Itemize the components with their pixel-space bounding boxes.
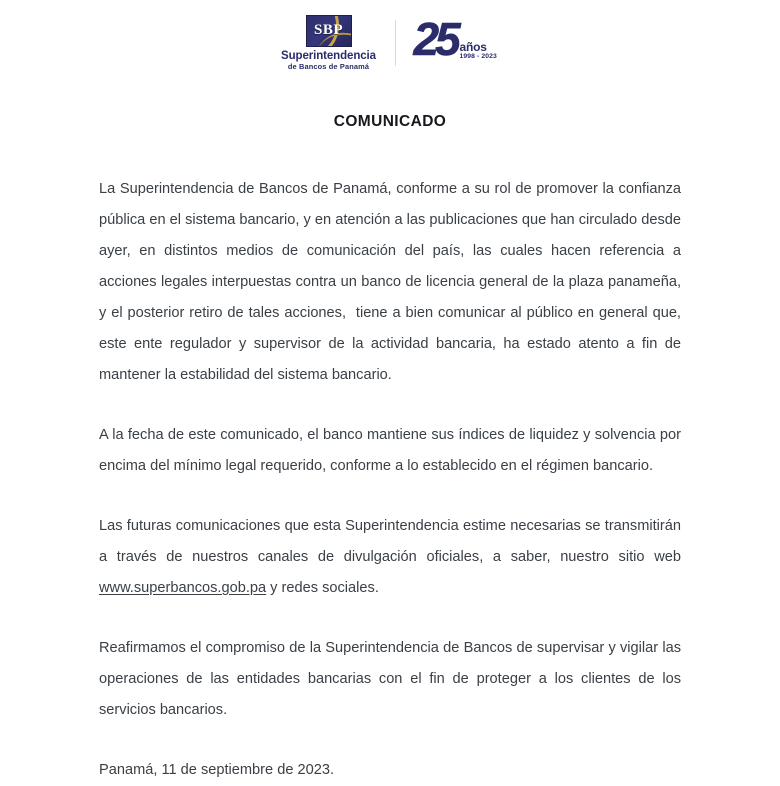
letterhead [0,0,780,74]
website-link[interactable]: www.superbancos.gob.pa [99,580,267,596]
paragraph-3-lead: Las futuras comunicaciones que esta Superintendencia estime necesarias se transmitirán a través de nuestros canales de divulgación oficiales, a saber, nuestro sitio web [99,518,686,565]
dateline: Panamá, 11 de septiembre de 2023. [99,762,335,778]
sbp-name: Superintendencia [281,49,376,62]
paragraph-2: A la fecha de este comunicado, el banco mantiene sus índices de liquidez y solvencia por encima del mínimo legal requerido, conforme a lo establecido en el régimen bancario. [99,427,686,474]
sbp-initials: SBP [313,22,343,39]
paragraph-1: La Superintendencia de Bancos de Panamá, conforme a su rol de promover la confianza pública en el sistema bancario, y en atención a las publicaciones que han circulado desde ayer, en distintos medios de comunicación del país, las cuales hacen referencia a acciones legales interpuestas contra un banco de licencia general de la plaza panameña, y el posterior retiro de tales acciones, tiene a bien comunicar al público en general que, este ente regulador y supervisor de la actividad bancaria, ha estado atento a fin de mantener la estabilidad del sistema bancario. [99,181,686,383]
sbp-shield-icon [306,15,352,47]
paragraph-3 [99,511,686,604]
anniversary-logo [413,13,500,68]
paragraph-4: Reafirmamos el compromiso de la Superintendencia de Bancos de supervisar y vigilar las operaciones de las entidades bancarias con el fin de proteger a los clientes de los servicios bancarios. [99,640,686,718]
paragraph-3-tail: y redes sociales. [266,580,379,596]
document-body [99,131,686,786]
anniversary-word: años [459,40,487,54]
page-title: COMUNICADO [333,113,447,130]
sbp-subname: de Bancos de Panamá [287,61,370,71]
letterhead-divider [395,20,396,66]
sbp-institutional-logo [281,15,377,72]
anniversary-number: 25 [413,13,457,65]
anniversary-year-range: 1998 - 2023 [459,53,497,60]
